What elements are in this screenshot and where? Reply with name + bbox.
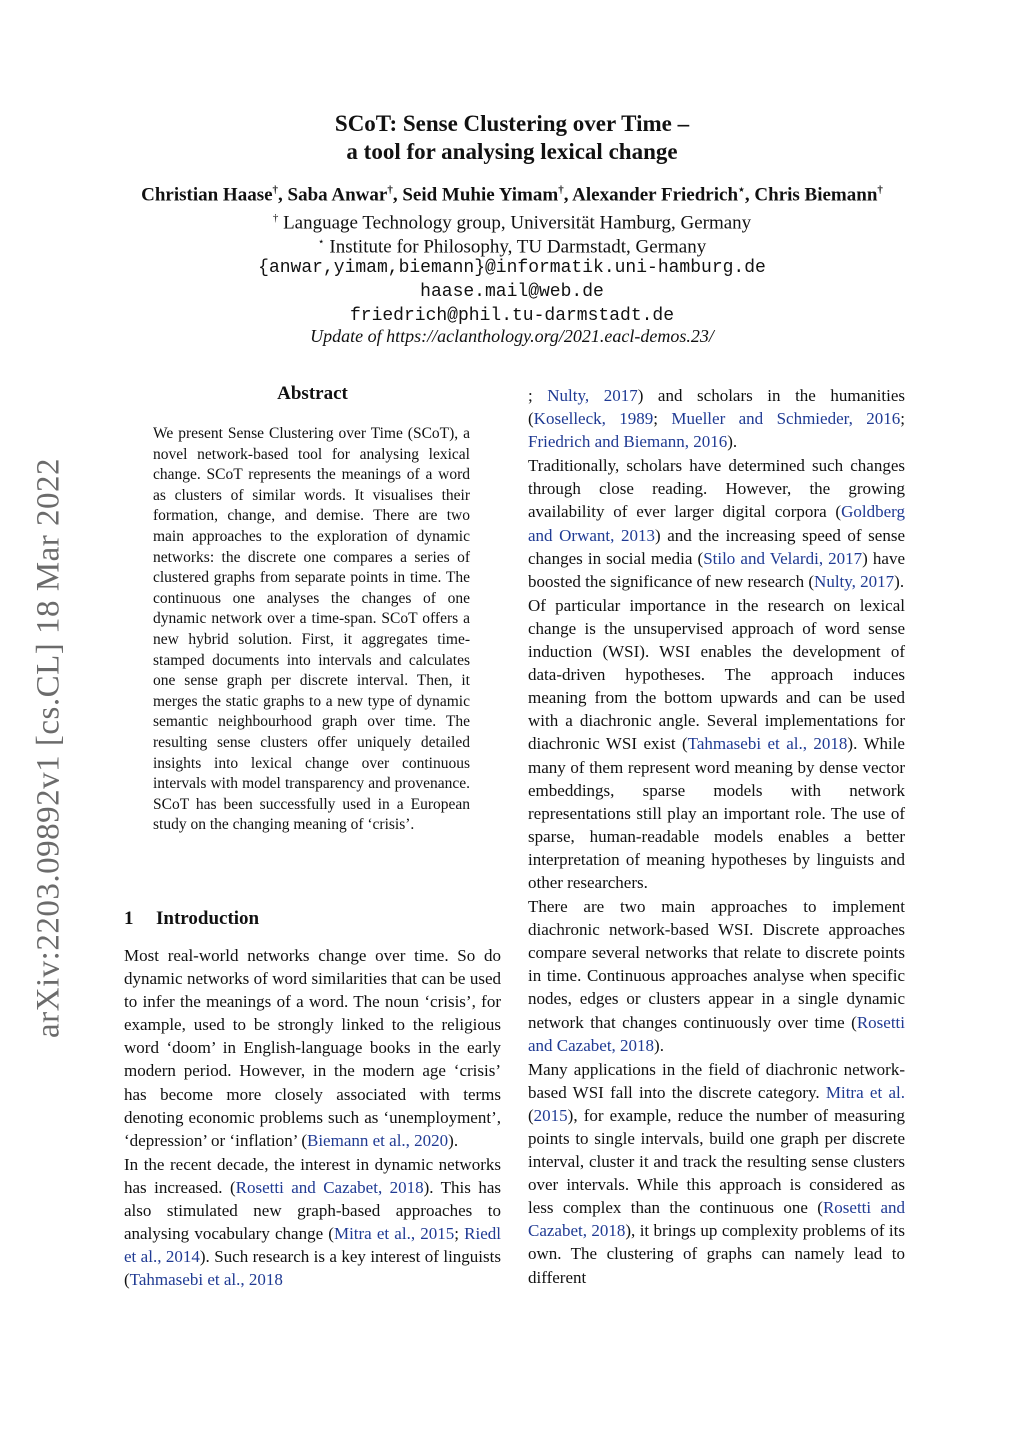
text-run: ), it brings up complexity problems of its own. The clustering of graphs can namely lead to different [528, 1221, 905, 1287]
author-list [0, 178, 1024, 207]
text-run: ). [894, 571, 905, 591]
affiliation-philosophy [0, 230, 1024, 259]
citation-link[interactable]: Nulty, 2017 [547, 386, 638, 405]
affiliation-mark: † [877, 184, 883, 196]
paper-title [0, 110, 1024, 166]
citation-link[interactable]: Goldberg and Orwant, 2013 [528, 502, 905, 545]
affiliation-mark: ⋆ [738, 184, 745, 196]
author-name: , Chris Biemann [744, 184, 878, 206]
citation-link[interactable]: Biemann et al., 2020 [307, 1130, 449, 1150]
title-line-2: a tool for analysing lexical change [346, 139, 678, 164]
text-run: ). While many of them represent word meaning by dense vector embeddings, sparse models with network representations still play an important role. The use of sparse, human-readable models enables a better interpretation of meaning hypotheses by linguists and other researchers. [528, 734, 905, 892]
arxiv-identifier-text: arXiv:2203.09892v1 [cs.CL] 18 Mar 2022 [30, 458, 67, 1038]
email-line-1[interactable]: {anwar,yimam,biemann}@informatik.uni-hamburg.de [258, 258, 766, 278]
title-line-1: SCoT: Sense Clustering over Time – [334, 111, 690, 136]
text-run: Most real-world networks change over time. So do dynamic networks of word similarities that can be used to infer the meanings of a word. The noun ‘crisis’, for example, used to be strongly linked to the religious word ‘doom’ in English-language books in the early modern period. However, in the modern age ‘crisis’ has become more closely associated with terms denoting economic problems such as ‘unemployment’, ‘depression’ or ‘inflation’ ( [124, 946, 501, 1150]
text-run: ). Such research is a key interest of linguists ( [124, 1247, 501, 1290]
citation-link[interactable]: Mueller and Schmieder, 2016 [671, 409, 901, 429]
citation-link[interactable]: Nulty, 2017 [814, 571, 895, 591]
affiliation-mark: ⋆ [317, 236, 325, 248]
paragraph [528, 384, 905, 453]
abstract-heading: Abstract [277, 383, 348, 404]
citation-link[interactable]: Rosetti and Cazabet, 2018 [528, 1012, 905, 1055]
abstract-body: We present Sense Clustering over Time (SCoT), a novel network-based tool for analysing lexical change. SCoT represents the meanings of a word as clusters of similar words. It visualises their formation, change, and demise. There are two main approaches to the exploration of dynamic networks: the discrete one compares a series of clustered graphs from separate points in time. The continuous one analyses the changes of one dynamic network over a time-span. SCoT offers a new hybrid solution. First, it aggregates time-stamped documents into intervals and calculates one sense graph per discrete interval. Then, it merges the static graphs to a new type of dynamic semantic neighbourhood graph over time. The resulting sense clusters offer uniquely detailed insights into lexical change over continuous intervals with model transparency and provenance. SCoT has been successfully used in a European study on the changing meaning of ‘crisis’. [153, 425, 470, 834]
paragraph [528, 454, 905, 593]
citation-link[interactable]: Rosetti and Cazabet, 2018 [528, 1198, 905, 1241]
email-line-2[interactable]: haase.mail@web.de [420, 282, 604, 302]
right-column-text [528, 384, 905, 1289]
section-heading-introduction [124, 908, 259, 930]
author-name: Christian Haase [141, 184, 273, 206]
paragraph [124, 944, 501, 1152]
text-run: Traditionally, scholars have determined such changes through close reading. However, the growing availability of ever larger digital corpora ( [528, 456, 905, 522]
affiliation-mark: † [387, 184, 393, 196]
citation-link[interactable]: Mitra et al. [825, 1082, 905, 1102]
paragraph [528, 1058, 905, 1289]
affiliation-mark: † [558, 184, 564, 196]
citation-link[interactable]: Tahmasebi et al., 2018 [687, 734, 848, 754]
author-name: , Saba Anwar [278, 184, 388, 206]
text-run: ). [727, 432, 738, 452]
citation-link[interactable]: Mitra et al., 2015 [333, 1224, 455, 1244]
citation-link[interactable]: Riedl et al., 2014 [124, 1224, 501, 1267]
citation-link[interactable]: Friedrich and Biemann, 2016 [528, 432, 728, 452]
citation-link[interactable]: Stilo and Velardi, 2017 [703, 548, 863, 568]
text-run: ; [653, 409, 672, 429]
paragraph [124, 1153, 501, 1292]
citation-link[interactable]: 2015 [533, 1105, 568, 1125]
update-note[interactable]: Update of https://aclanthology.org/2021.eacl-demos.23/ [310, 326, 714, 346]
text-run: Of particular importance in the research on lexical change is the unsupervised approach of word sense induction (WSI). WSI enables the development of data-driven hypotheses. The approach induces meaning from the bottom upwards and can be used with a diachronic angle. Several implementations for diachronic WSI exist ( [528, 595, 905, 754]
text-run: ) and scholars in the humanities ( [528, 386, 905, 429]
text-run: There are two main approaches to implement diachronic network-based WSI. Discrete approaches compare several networks that relate to discrete points in time. Continuous approaches analyse when specific nodes, edges or clusters appear in a single dynamic network that changes continuously over time ( [528, 897, 905, 1032]
affiliation-text: Institute for Philosophy, TU Darmstadt, Germany [324, 236, 707, 258]
text-run: ; [528, 386, 548, 405]
text-run: Many applications in the field of diachronic network-based WSI fall into the discrete category. [528, 1059, 905, 1102]
section-number: 1 [124, 908, 134, 929]
citation-link[interactable]: Rosetti and Cazabet, 2018 [235, 1177, 424, 1197]
email-line-3[interactable]: friedrich@phil.tu-darmstadt.de [349, 306, 675, 326]
arxiv-identifier-sidebar [28, 448, 70, 1048]
text-run: ). [448, 1130, 459, 1150]
section-title: Introduction [156, 908, 260, 929]
affiliation-mark: † [272, 184, 279, 196]
left-column-text [124, 944, 501, 1291]
text-run: In the recent decade, the interest in dynamic networks has increased. ( [124, 1154, 501, 1197]
paragraph [528, 594, 905, 894]
paragraph [528, 895, 905, 1057]
citation-link[interactable]: Koselleck, 1989 [533, 409, 654, 429]
text-run: ). [654, 1035, 664, 1055]
text-run: ) have boosted the significance of new research ( [528, 548, 905, 591]
text-run: ; [900, 409, 905, 429]
text-run: ). This has also stimulated new graph-based approaches to analysing vocabulary change ( [124, 1177, 501, 1244]
text-run: ( [528, 1105, 534, 1125]
text-run: ) and the increasing speed of sense changes in social media ( [528, 525, 905, 568]
citation-link[interactable]: Tahmasebi et al., 2018 [129, 1270, 283, 1290]
text-run: ; [454, 1224, 465, 1244]
author-name: , Alexander Friedrich [563, 184, 739, 206]
author-name: , Seid Muhie Yimam [392, 184, 559, 206]
affiliation-mark: † [272, 212, 279, 224]
text-run: ), for example, reduce the number of measuring points to single intervals, build one graph per discrete interval, cluster it and track the resulting sense clusters over intervals. While this approach is considered as less complex than the continuous one ( [528, 1105, 905, 1218]
affiliation-text: Language Technology group, Universität Hamburg, Germany [278, 212, 752, 234]
